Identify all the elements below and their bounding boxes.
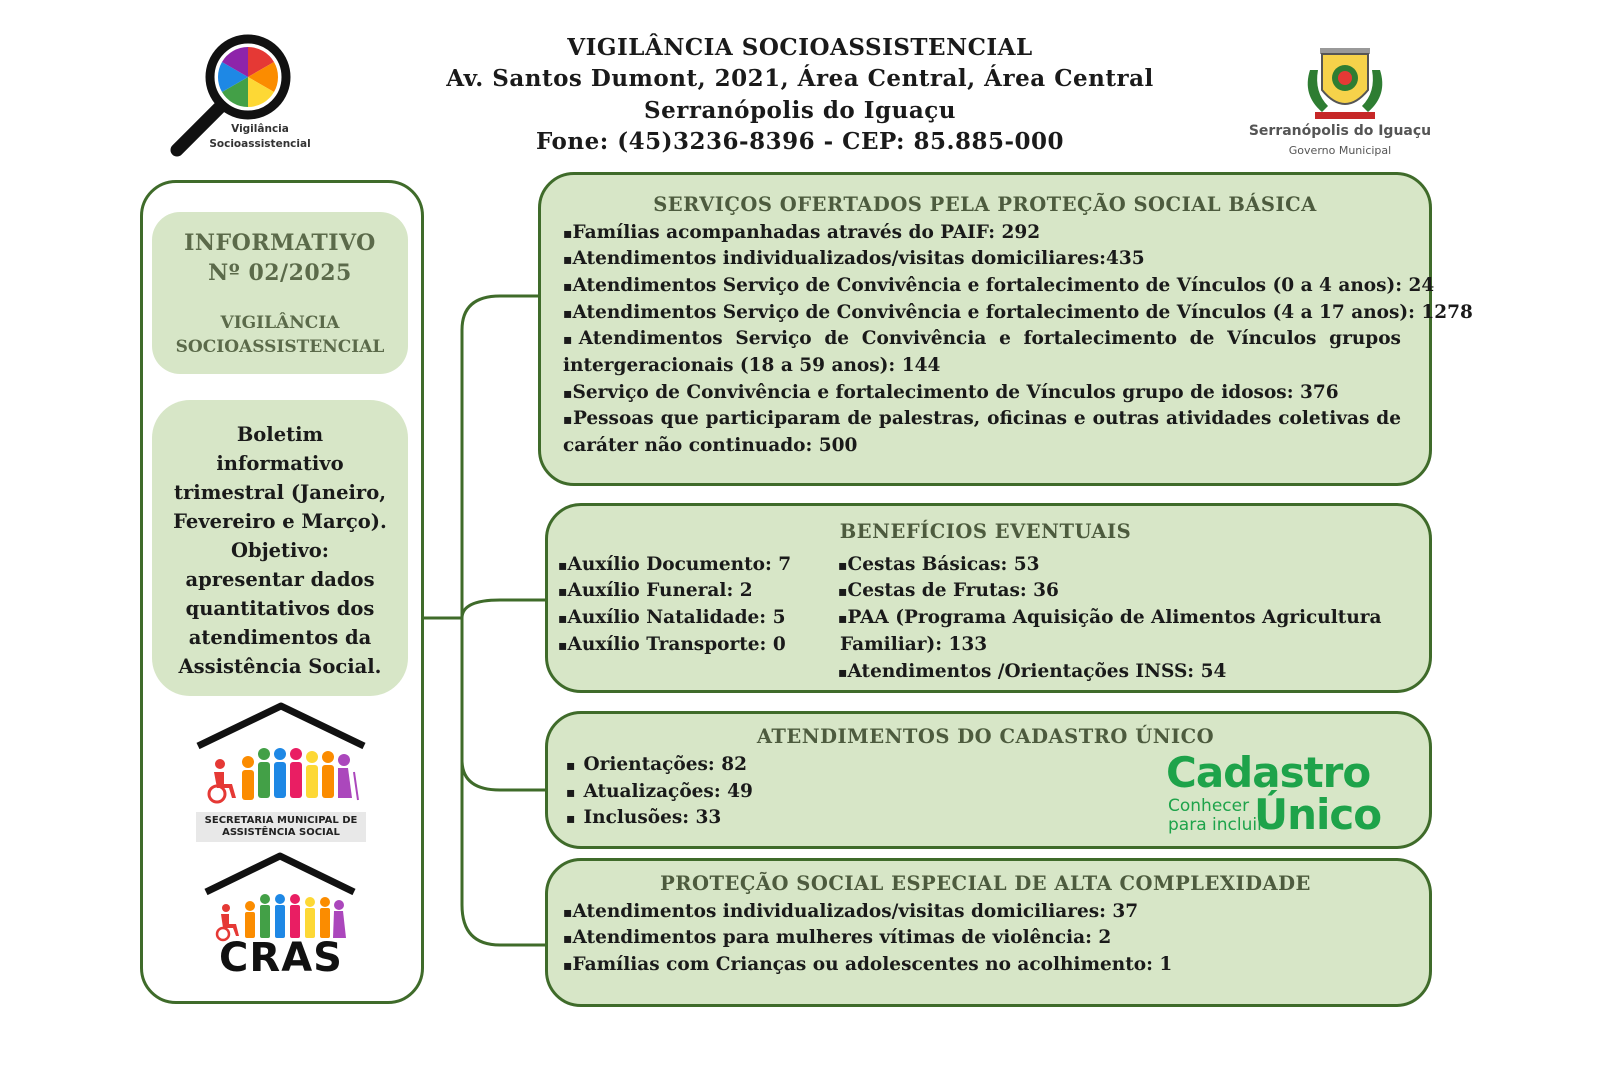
logo-right-subtitle: Governo Municipal (1288, 144, 1392, 157)
logo-left-caption: Vigilância Socioassistencial (209, 123, 311, 150)
beneficio-item: ▪ Auxílio Funeral: 2 (558, 578, 753, 605)
psb-item: ▪ Atendimentos Serviço de Convivência e fortalecimento de Vínculos grupos intergeracionais (18 a 59 anos): 144 (563, 326, 1401, 379)
informativo-number: Nº 02/2025 (208, 260, 352, 286)
beneficio-item: ▪ PAA (Programa Aquisição de Alimentos Agricultura (838, 605, 1382, 632)
beneficio-item: ▪ Cestas Básicas: 53 (838, 552, 1040, 579)
cras-house-icon (200, 852, 360, 944)
cadastro-item: ▪ Atualizações: 49 (566, 779, 753, 806)
informativo-sub2: SOCIOASSISTENCIAL (175, 337, 385, 357)
cadastro-logo-word1: Cadastro (1166, 748, 1371, 797)
psb-item: ▪ Famílias acompanhadas através do PAIF: 292 (563, 220, 1040, 247)
psb-item: ▪ Pessoas que participaram de palestras, oficinas e outras atividades coletivas de caráter não continuado: 500 (563, 406, 1401, 459)
section-psb-title: SERVIÇOS OFERTADOS PELA PROTEÇÃO SOCIAL BÁSICA (653, 193, 1317, 216)
alta-item: ▪ Atendimentos para mulheres vítimas de violência: 2 (563, 925, 1111, 952)
informativo-title: INFORMATIVO (184, 230, 376, 256)
beneficio-item: ▪ Auxílio Transporte: 0 (558, 632, 786, 659)
beneficio-item: ▪ Auxílio Natalidade: 5 (558, 605, 785, 632)
cadastro-logo-small1: Conhecer (1168, 796, 1250, 816)
cadastro-logo-small2: para incluir (1168, 815, 1265, 835)
section-alta-title: PROTEÇÃO SOCIAL ESPECIAL DE ALTA COMPLEXIDADE (660, 872, 1311, 895)
cadastro-item: ▪ Orientações: 82 (566, 752, 747, 779)
informativo-sub1: VIGILÂNCIA (220, 313, 340, 333)
section-cadastro-title: ATENDIMENTOS DO CADASTRO ÚNICO (756, 725, 1215, 748)
header-city: Serranópolis do Iguaçu (644, 97, 956, 124)
alta-item: ▪ Famílias com Crianças ou adolescentes no acolhimento: 1 (563, 952, 1172, 979)
boletim-text: Boletim informativo trimestral (Janeiro, Fevereiro e Março). Objetivo: apresentar dados quantitativos dos atendimentos da Assistência Social. (173, 423, 387, 678)
header-title: VIGILÂNCIA SOCIOASSISTENCIAL (567, 34, 1033, 61)
secretaria-house-icon (192, 702, 370, 810)
beneficio-item: ▪ Cestas de Frutas: 36 (838, 578, 1059, 605)
secretaria-label: SECRETARIA MUNICIPAL DE ASSISTÊNCIA SOCIAL (196, 812, 366, 842)
cras-label: CRAS (219, 935, 343, 981)
psb-item: ▪ Serviço de Convivência e fortalecimento de Vínculos grupo de idosos: 376 (563, 380, 1339, 407)
psb-item: ▪ Atendimentos Serviço de Convivência e fortalecimento de Vínculos (0 a 4 anos): 24 (563, 273, 1434, 300)
logo-right-name: Serranópolis do Iguaçu (1248, 123, 1432, 139)
section-beneficios-title: BENEFÍCIOS EVENTUAIS (839, 520, 1132, 543)
header-contact: Fone: (45)3236-8396 - CEP: 85.885-000 (535, 128, 1065, 155)
cadastro-logo-word2: Único (1254, 790, 1382, 839)
psb-item: ▪ Atendimentos individualizados/visitas domiciliares:435 (563, 246, 1145, 273)
beneficio-item: ▪ Atendimentos /Orientações INSS: 54 (838, 659, 1226, 686)
beneficio-item: ▪ Auxílio Documento: 7 (558, 552, 791, 579)
alta-item: ▪ Atendimentos individualizados/visitas domiciliares: 37 (563, 899, 1138, 926)
psb-item: ▪ Atendimentos Serviço de Convivência e fortalecimento de Vínculos (4 a 17 anos): 1278 (563, 300, 1473, 327)
beneficio-item-cont: Familiar): 133 (840, 634, 988, 655)
header-address: Av. Santos Dumont, 2021, Área Central, Área Central (446, 65, 1154, 92)
cadastro-item: ▪ Inclusões: 33 (566, 805, 721, 832)
